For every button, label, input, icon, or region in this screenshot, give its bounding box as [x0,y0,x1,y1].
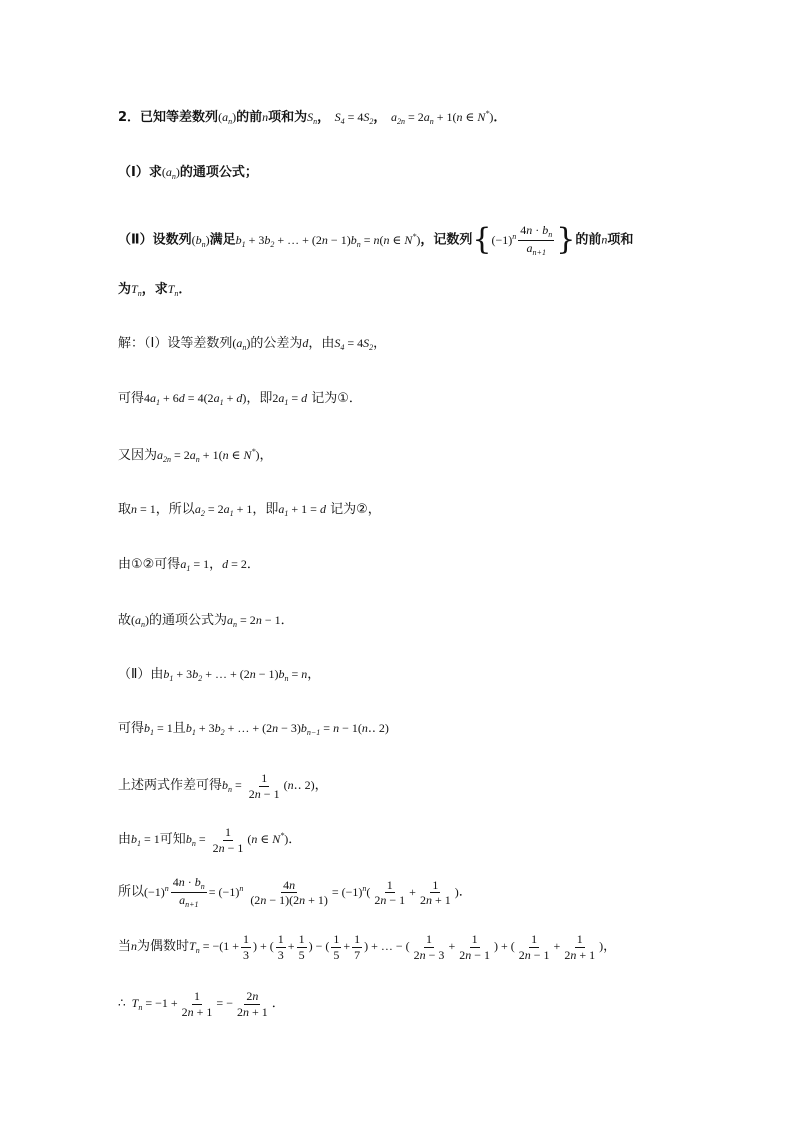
solution-line-5: 由①②可得$a_1 = 1$，d = 2． [118,557,260,573]
solution-line-9: 上述两式作差可得$b_n$ = $\frac{1}{2n - 1}$ (n‥ 2)， [118,771,328,801]
solution-line-8: 可得$b_1 = 1$且$b_1 + 3b_2$ + … + $(2n - 3)b_{n-1} = n$ − 1(n‥ 2) [118,721,389,737]
solution-line-1: 解：（Ⅰ）设等差数列$(a_n)$的公差为d，由$S_4 = 4S_2$， [118,336,387,352]
solution-line-7: （Ⅱ）由$b_1 + 3b_2$ + … + $(2n - 1)b_n = n$， [118,667,321,683]
problem-statement: 2．已知等差数列$(a_n)$的前n项和为$S_n$， $S_4 = 4S_2$， $a_{2n} = 2a_n + 1(n$ ∈ N*)． [118,109,507,126]
solution-line-12: 当n为偶数时$T_n = -(1$ + $\frac{1}{3}$ ) + ( $\frac{1}{3}$ + $\frac{1}{5}$ ) − ( $\frac{1}{5}$ + $\frac{1}{7}$ ) + … − ( $\frac{1}{2n - 3}$ + $\frac{1}{2n - 1}$ ) + ( $\frac{1}{2n - 1}$ + $\frac{1}{2n + 1}$ )， [118,932,617,962]
solution-line-4: 取n = 1，所以$a_2 = 2a_1 + 1$，即$a_1 + 1 = d$ 记为②， [118,502,381,518]
part2-question-cont: 为$T_n$，求$T_n$． [118,282,192,298]
solution-line-2: 可得$4a_1 + 6d = 4(2a_1 + d)$，即$2a_1 = d$ 记为①． [118,391,362,407]
solution-line-11: 所以$(-1)^n$ $\frac{4n \cdot b_n}{a_{n+1}}$ = $(-1)^n$ $\frac{4n}{(2n - 1)(2n + 1)}$ = $(-1)^n$( $\frac{1}{2n - 1}$ + $\frac{1}{2n + 1}$ )． [118,875,472,910]
part1-question: （Ⅰ）求$(a_n)$的通项公式； [118,165,258,181]
solution-line-13: ∴ $T_n = -1$ + $\frac{1}{2n + 1}$ = − $\frac{2n}{2n + 1}$ ． [118,989,285,1019]
solution-line-3: 又因为$a_{2n} = 2a_n + 1(n$ ∈ N*)， [118,447,273,464]
problem-number: 2． [118,110,141,125]
part2-question: （Ⅱ）设数列$(b_n)$满足$b_1 + 3b_2$ + … + $(2n - 1)b_n = n(n$ ∈ N*)，记数列{$(-1)^n$ $\frac{4n \cdot b_n}{a_{n+1}}$ }的前n项和 [118,222,634,258]
solution-line-10: 由$b_1 = 1$可知$b_n$ = $\frac{1}{2n - 1}$ (n ∈ N*)． [118,825,302,855]
solution-line-6: 故$(a_n)$的通项公式为$a_n = 2n - 1$． [118,613,294,629]
